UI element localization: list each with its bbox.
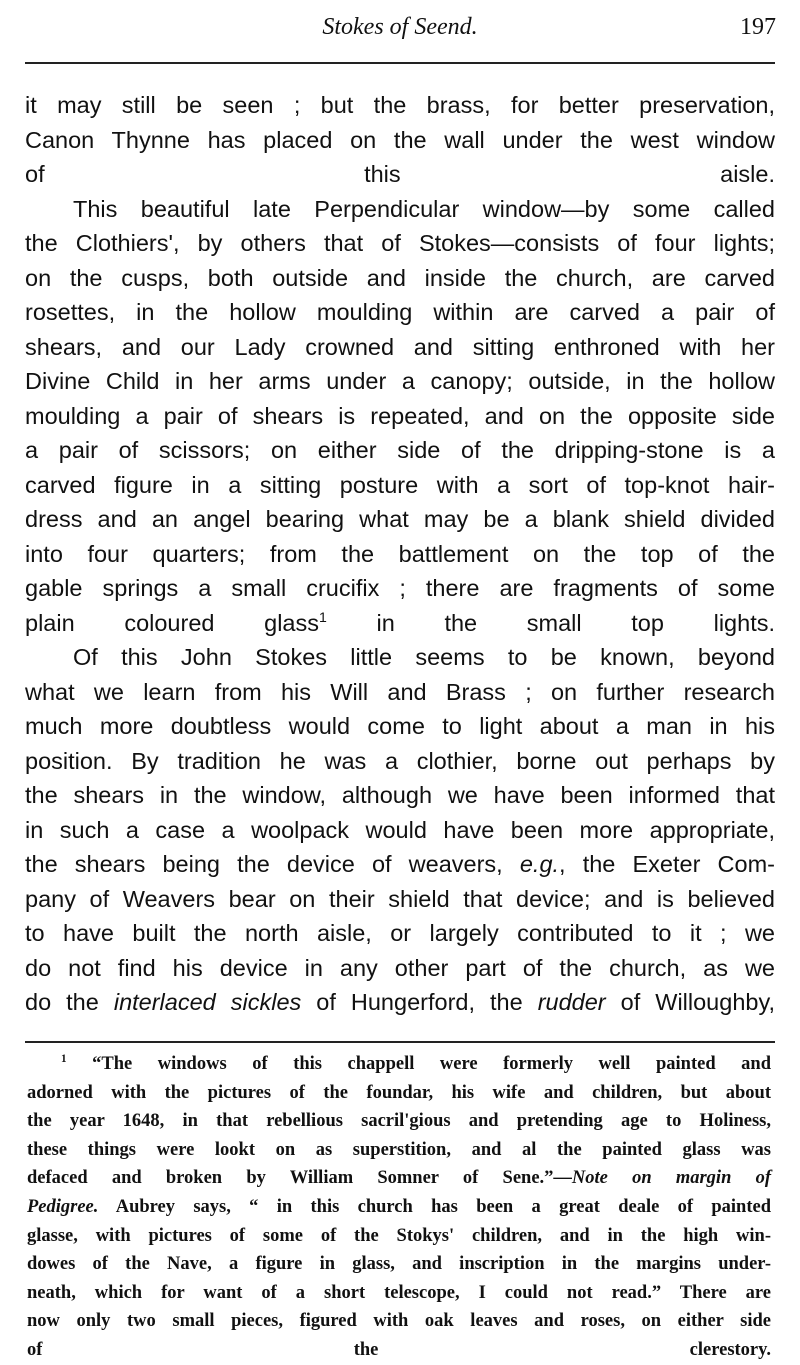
- text-span: the year 1648, in that rebellious sacril'gious and pretending age to Holiness,: [27, 1111, 771, 1132]
- text-span: This beautiful late Perpendicular window—by some called: [73, 195, 775, 222]
- text-span: Aubrey says, “ in this church has been a great deale of painted: [98, 1196, 771, 1217]
- body-line: [25, 330, 775, 365]
- body-line: [25, 537, 775, 572]
- text-span: these things were lookt on as superstition, and al the painted glass was: [27, 1139, 771, 1160]
- footnote-line: [27, 1307, 771, 1336]
- text-span: , the Exeter Com-: [559, 851, 775, 877]
- body-line: [25, 123, 775, 158]
- body-line: [25, 571, 775, 606]
- footnote-line: [27, 1336, 771, 1365]
- footnote-line: [27, 1107, 771, 1136]
- text-span: of this aisle.: [25, 161, 775, 187]
- footnote-rule: [25, 1041, 775, 1043]
- body-line: [25, 709, 775, 744]
- body-line: [25, 813, 775, 848]
- text-span: do not find his device in any other part of the church, as we: [25, 954, 775, 981]
- text-span: the shears in the window, although we have been informed that: [25, 782, 775, 808]
- body-line: [25, 364, 775, 399]
- text-span: glasse, with pictures of some of the Stokys' children, and in the high win-: [27, 1225, 771, 1246]
- body-line: [25, 916, 775, 951]
- body-line: [25, 606, 775, 641]
- text-span: the shears being the device of weavers,: [25, 851, 520, 877]
- footnote-line: [27, 1279, 771, 1308]
- text-span: now only two small pieces, figured with oak leaves and roses, on either side: [27, 1311, 771, 1332]
- text-span: in the small top lights.: [326, 609, 775, 636]
- text-span: do the: [25, 989, 114, 1015]
- footnote-line: [27, 1193, 771, 1222]
- page-number: 197: [740, 14, 776, 40]
- text-span: in such a case a woolpack would have been more appropriate,: [25, 816, 775, 843]
- text-span: Canon Thynne has placed on the wall under the west window: [25, 126, 775, 153]
- body-text: [25, 88, 775, 1020]
- body-line: [25, 847, 775, 882]
- footnote-marker: 1: [318, 608, 327, 625]
- body-line: [25, 226, 775, 261]
- text-span: what we learn from his Will and Brass ; on further research: [25, 678, 775, 705]
- text-span: adorned with the pictures of the foundar, his wife and children, but about: [27, 1082, 771, 1103]
- text-span: much more doubtless would come to light about a man in his: [25, 713, 775, 739]
- body-line: [25, 88, 775, 123]
- body-line: [25, 502, 775, 537]
- text-span: position. By tradition he was a clothier, borne out perhaps by: [25, 747, 775, 774]
- text-span: a pair of scissors; on either side of the dripping-stone is a: [25, 437, 775, 463]
- body-line: [25, 192, 775, 227]
- italic-text: rudder: [537, 989, 606, 1015]
- text-span: defaced and broken by William Somner of Sene.”—: [27, 1168, 572, 1189]
- body-line: [25, 157, 775, 192]
- footnote-marker: 1: [61, 1052, 67, 1065]
- body-line: [25, 468, 775, 503]
- text-span: of Hungerford, the: [301, 989, 538, 1015]
- footnote-line: [27, 1250, 771, 1279]
- body-line: [25, 675, 775, 710]
- text-span: Divine Child in her arms under a canopy; outside, in the hollow: [25, 368, 775, 394]
- text-span: of Willoughby,: [605, 989, 775, 1015]
- body-line: [25, 744, 775, 779]
- text-span: the Clothiers', by others that of Stokes—consists of four lights;: [25, 230, 775, 256]
- text-span: into four quarters; from the battlement on the top of the: [25, 540, 775, 567]
- text-span: shears, and our Lady crowned and sitting enthroned with her: [25, 333, 775, 360]
- footnote-line: [27, 1050, 771, 1079]
- body-line: [25, 640, 775, 675]
- body-line: [25, 399, 775, 434]
- footnote-line: [27, 1164, 771, 1193]
- running-title: Stokes of Seend.: [322, 14, 478, 40]
- text-span: rosettes, in the hollow moulding within are carved a pair of: [25, 299, 775, 325]
- body-line: [25, 433, 775, 468]
- text-span: to have built the north aisle, or largely contributed to it ; we: [25, 920, 775, 946]
- text-span: gable springs a small crucifix ; there are fragments of some: [25, 575, 775, 601]
- text-span: neath, which for want of a short telescope, I could not read.” There are: [27, 1282, 771, 1303]
- footnote-line: [27, 1222, 771, 1251]
- italic-text: e.g.: [519, 851, 560, 877]
- body-line: [25, 261, 775, 296]
- body-line: [25, 985, 775, 1020]
- body-line: [25, 778, 775, 813]
- footnote: [27, 1050, 771, 1365]
- italic-text: Pedigree.: [27, 1196, 99, 1217]
- body-line: [25, 951, 775, 986]
- text-span: dowes of the Nave, a figure in glass, and inscription in the margins under-: [27, 1254, 771, 1275]
- italic-text: Note on margin of: [571, 1168, 771, 1189]
- text-span: plain coloured glass: [25, 609, 319, 636]
- text-span: Of this John Stokes little seems to be known, beyond: [73, 644, 775, 670]
- text-span: dress and an angel bearing what may be a blank shield divided: [25, 506, 775, 532]
- header-rule: [25, 62, 775, 64]
- text-span: it may still be seen ; but the brass, for better preservation,: [25, 92, 775, 118]
- footnote-line: [27, 1079, 771, 1108]
- text-span: carved figure in a sitting posture with a sort of top-knot hair-: [25, 471, 775, 498]
- italic-text: interlaced sickles: [113, 989, 302, 1015]
- text-span: moulding a pair of shears is repeated, and on the opposite side: [25, 402, 775, 429]
- body-line: [25, 295, 775, 330]
- text-span: of the clerestory.: [27, 1339, 771, 1360]
- footnote-line: [27, 1136, 771, 1165]
- text-span: “The windows of this chappell were formerly well painted and: [66, 1054, 771, 1074]
- text-span: pany of Weavers bear on their shield that device; and is believed: [25, 885, 775, 912]
- body-line: [25, 882, 775, 917]
- text-span: on the cusps, both outside and inside the church, are carved: [25, 264, 775, 291]
